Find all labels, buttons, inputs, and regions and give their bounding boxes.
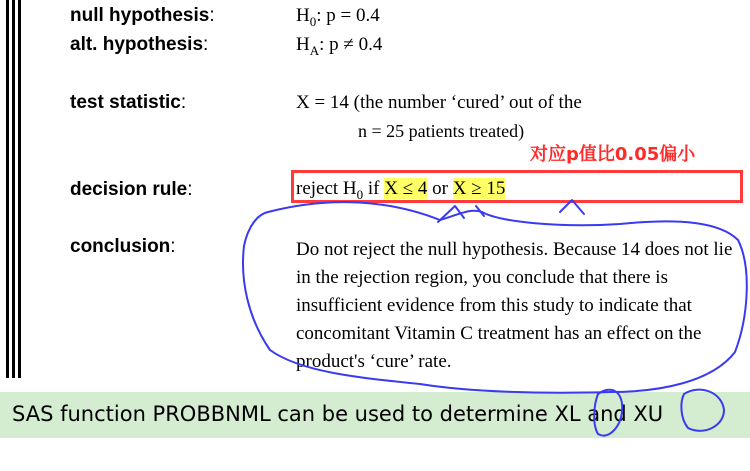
decision-rule-value: reject $H_0$ if X ≤ 4 or X ≥ 15 bbox=[296, 178, 506, 202]
footer-text: SAS function PROBBNML can be used to determine XL and XU bbox=[12, 402, 664, 426]
test-statistic-line-1: X = 14 (the number ‘cured’ out of the bbox=[296, 92, 582, 113]
reject-condition-low: X ≤ 4 bbox=[384, 178, 428, 199]
pen-circle-xl bbox=[594, 390, 622, 436]
conclusion-text: Do not reject the null hypothesis. Because 14 does not lie in the rejection region, you conclude that there is insufficient evidence from this study to indicate that concomitant Vitamin C treatment has an effect on the product's ‘cure’ rate. bbox=[296, 239, 733, 372]
decision-rule-label: decision rule: bbox=[70, 179, 193, 200]
test-statistic-label: test statistic: bbox=[70, 92, 187, 113]
null-hypothesis-label: null hypothesis: bbox=[70, 5, 215, 26]
pen-arrow-right bbox=[560, 200, 584, 214]
pen-arrow-left bbox=[438, 206, 464, 222]
alt-hypothesis-value: $H_A$: p ≠ 0.4 bbox=[296, 34, 383, 58]
alt-hypothesis-label: alt. hypothesis: bbox=[70, 34, 209, 55]
pen-loop-around-conclusion bbox=[243, 202, 747, 393]
p-value-annotation: 对应p值比0.05偏小 bbox=[530, 144, 696, 165]
pen-circle-xu bbox=[681, 390, 724, 431]
reject-condition-high: X ≥ 15 bbox=[452, 178, 506, 199]
test-statistic-line-2: n = 25 patients treated) bbox=[358, 121, 525, 141]
conclusion-label: conclusion: bbox=[70, 236, 176, 257]
null-hypothesis-value: $H_0$: p = 0.4 bbox=[296, 5, 380, 29]
